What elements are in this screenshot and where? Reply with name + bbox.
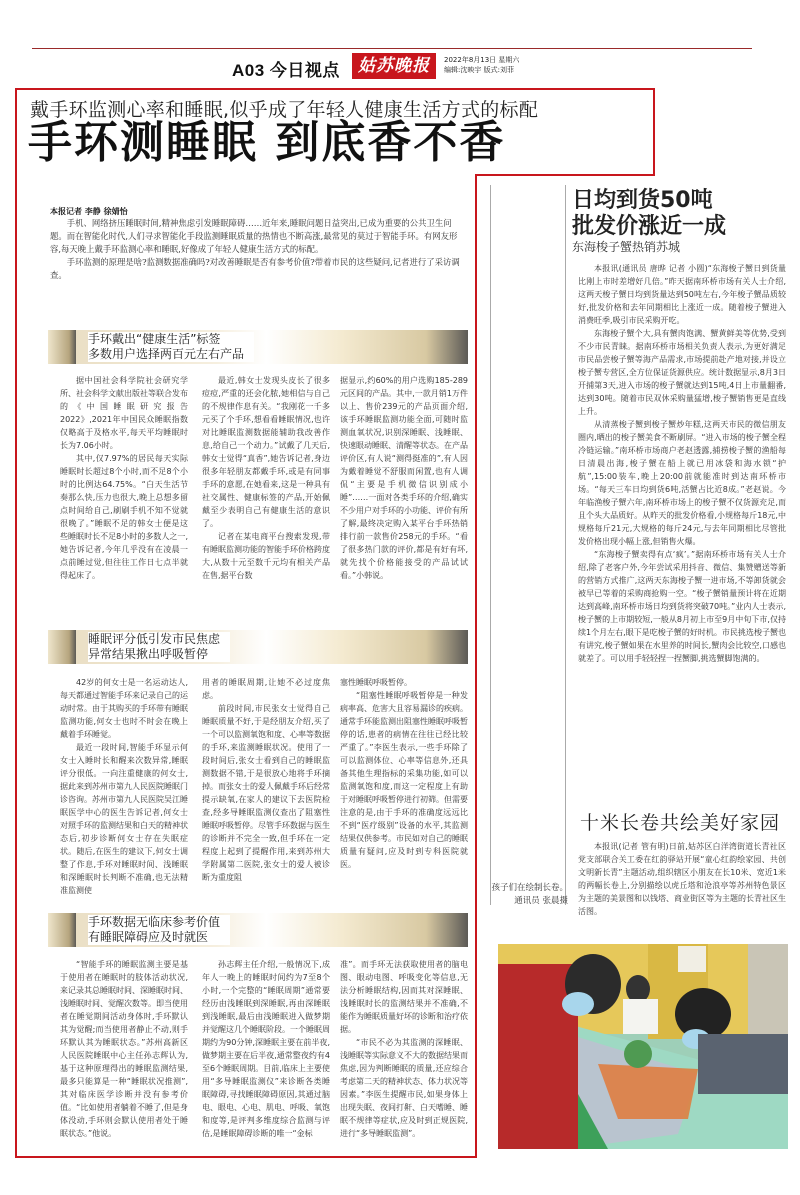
section-bar-decoration: [48, 913, 76, 947]
side-article-2-body: 本报讯(记者 管有明)日前,姑苏区白洋湾街道长青社区党支部联合关工委在红韵驿站开展“童心红韵绘家园、共创文明新长青”主题活动,组织辖区小朋友在长10米、宽近1米的两幅长卷上,分别描绘以虎丘塔和沧浪亭等苏州特色景区为主题的美景图和以钱塔、商业街区等为主题的长青社区生活图。: [578, 842, 786, 916]
section-heading-2: [48, 630, 468, 664]
section-heading-3: [48, 913, 468, 947]
column-divider: [490, 185, 491, 905]
section-heading-1: [48, 330, 468, 364]
article-frame-bottom: [15, 1156, 477, 1158]
side-article-1-body: 本报讯(通讯员 唐晔 记者 小圆)“东海梭子蟹日到货量比刚上市时差增好几倍。”昨天据南环桥市场有关人士介绍,这两天梭子蟹日均到货量达到50吨左右,今年梭子蟹品质较好,批发价格和去年同期相比上涨近一成。随着梭子蟹进入消费旺季,吸引市民采购开吃。 东海梭子蟹个大,具有蟹肉饱满、蟹黄鲜美等优势,受到不少市民青睐。据南环桥市场相关负责人表示,为更好满足市民品尝梭子蟹等海产品需求,市场提前赴产地对接,并设立梭子蟹专营区,全方位保证货源供应。统计数据显示,8月3日开捕第3天,进入市场的梭子蟹就达到15吨,4日上市量翻番,达到30吨。随着市民双休采购量猛增,梭子蟹销售更是直线上升。 从清蒸梭子蟹到梭子蟹炒年糕,这两天市民的微信朋友圈内,晒出的梭子蟹美食不断刷屏。“进入市场的梭子蟹全程冷链运输。”南环桥市场商户老赵透露,捕捞梭子蟹的渔船每日清晨出海,梭子蟹在船上就已用冰袋和海水锁“护航”,15:00装车,晚上20:00前就能准时到达南环桥市场。“每天三车日均到货6吨,活蟹占比近8成。”老赵说。今年临渔梭子蟹六年,南环桥市场上的梭子蟹不仅货源充足,而且个头大品质好。从昨天的批发价格看,小规格每斤18元,中规格每斤21元,大规格的每斤24元,与去年同期相比尽管批发价格出现小幅上涨,但销售火爆。 “东海梭子蟹卖得有点‘疯’。”据南环桥市场有关人士介绍,除了老客户外,今年尝试采用抖音、微信、集赞赠送等新的营销方式推广,这两天东海梭子蟹一进市场,不等卸货就会被早已等着的采购商抢购一空。“梭子蟹销量预计将在近期达到高峰,南环桥市场日均到货将突破70吨。”业内人士表示,梭子蟹的上市期较短,一般从8月初上市至9月中旬下市,仅持续1个月左右,眼下是吃梭子蟹的好时机。市民挑选梭子蟹也有讲究,梭子蟹如果在水里养的时间长,蟹肉会比较空,口感也就差了。可以用手轻轻捏一捏蟹脚,挑选蟹脚饱满的。: [578, 264, 786, 663]
article-lead: [50, 217, 460, 282]
article-frame-left: [15, 88, 17, 1158]
section-bar-decoration: [48, 630, 76, 664]
lead-paragraph: 手环监测的原理是啥?监测数据准确吗?对改善睡眠是否有参考价值?带着市民的这些疑问,记者进行了采访调查。: [50, 257, 460, 280]
photo-caption: 孩子们在绘制长卷。通讯员 张晨摄: [491, 883, 568, 906]
article-frame-right: [475, 174, 477, 1158]
section-1-column-3: 据显示,约60%的用户选购185-289元区间的产品。其中,一款月销1万件以上、售价239元的产品页面介绍,该手环睡眠监测功能全面,可随时监测血氧状况,识别深睡眠、浅睡眠、快速眼动睡眠、清醒等状态。在产品评价区,有人说“测得挺准的”,有人因为戴着睡觉不舒服而闲置,也有人调侃“主要是手机微信识别成小睡”……一面对各类手环的介绍,确实不少用户对手环的小功能、评价有所了解,最终决定购入某平台手环热销排行前一款售价258元的手环。“看了很多热门款的评价,都是有好有坏,就先找个价格能接受的产品试试看。”小韩说。: [340, 376, 468, 580]
section-2-column-3: 塞性睡眠呼吸暂停。 “阻塞性睡眠呼吸暂停是一种发病率高、危害大且容易漏诊的疾病。通常手环能监测出阻塞性睡眠呼吸暂停的话,患者的病情在往往已经比较严重了。”李医生表示,一些手环除了可以监测体位、心率等信息外,还具备其他生理指标的采集功能,如可以监测氧饱和度,而这一定程度上有助于对睡眠呼吸暂停进行初筛。但需要注意的是,由于手环的准确度远远比不到“医疗级别”设备的水平,其监测结果仅供参考。市民如对自己的睡眠质量有疑问,应及时到专科医院就医。: [340, 678, 468, 869]
section-2-column-2: 用者的睡眠周期,让她不必过度焦虑。 前段时间,市民张女士觉得自己睡眠质量不好,于是经朋友介绍,买了一个可以监测氧饱和度、心率等数据的手环,来监测睡眠状况。使用了一段时间后,张女士看到自己的睡眠监测数据不错,于是很放心地将手环摘掉。而张女士的爱人佩戴手环后经常提示缺氧,在家人的建议下去医院检查,经多导睡眠监测仪查出了阻塞性睡眠呼吸暂停。尽管手环数据与医生的诊断并不完全一致,但手环在一定程度上起到了提醒作用,来到苏州大学附属第二医院,张女士的爱人被诊断为重度阻: [202, 678, 330, 882]
section-1-column-2: 最近,韩女士发现头皮长了很多痘痘,严重的还会化脓,她相信与自己的不规律作息有关。“我刚花一千多元买了个手环,想看看睡眠情况,也许对比睡眠监测数据能辅助我改善作息,给自己一个动力。”试戴了几天后,韩女士觉得“真香”,她告诉记者,身边很多年轻朋友都戴手环,或是有同事手环的意愿,在她看来,这是一种具有社交属性、健康标签的产品,开始佩戴至少表明自己有健康生活的意识了。 记者在某电商平台搜索发现,带有睡眠监测功能的智能手环价格跨度大,从数十元至数千元均有相关产品在售,据平台数: [202, 376, 330, 580]
children-painting-photo: [498, 944, 788, 1149]
section-title: 手环数据无临床参考价值 有睡眠障碍应及时就医: [88, 915, 230, 945]
top-rule: [32, 48, 752, 49]
article-frame-top: [15, 88, 655, 90]
issue-editors: 编辑:沈映宇 版式:刘菲: [444, 66, 514, 74]
page-label: A03 今日视点: [232, 61, 340, 80]
section-3-column-2: 孙志辉主任介绍,一般情况下,成年人一晚上的睡眠时间约为7至8个小时,一个完整的“睡眠周期”通常要经历由浅睡眠到深睡眠,再由深睡眠到浅睡眠,最后由浅睡眠进入做梦期并觉醒这几个睡眠阶段。一个睡眠周期约为90分钟,深睡眠主要在前半夜,做梦期主要在后半夜,通常整夜约有4至6个睡眠周期。目前,临床上主要使用“多导睡眠监测仪”来诊断各类睡眠障碍,寻找睡眠障碍原因,其通过脑电、眼电、心电、肌电、呼吸、氧饱和度等,是评判多维度综合监测与评估,是睡眠障碍诊断的唯一“金标: [202, 960, 330, 1138]
news-photo: [498, 944, 788, 1149]
side-headline-2: 十米长卷共绘美好家园: [580, 812, 781, 834]
article-byline: 本报记者 李静 徐婧怡: [50, 207, 128, 216]
section-bar-decoration: [48, 330, 76, 364]
section-title: 手环戴出“健康生活”标签 多数用户选择两百元左右产品: [88, 332, 254, 362]
issue-date: 2022年8月13日 星期六: [444, 56, 520, 64]
article-deck: 戴手环监测心率和睡眠,似乎成了年轻人健康生活方式的标配: [30, 99, 539, 121]
article-frame-step: [475, 174, 655, 176]
side-subheadline-1: 东海梭子蟹热销苏城: [572, 240, 681, 254]
issue-info: [444, 55, 519, 75]
section-3-column-3: 准”。而手环无法获取使用者的脑电图、眼动电图、呼吸变化等信息,无法分析睡眠结构,因而其对深睡眠、浅睡眠时长的监测结果并不准确,不能作为睡眠质量好坏的诊断和治疗依据。 “市民不必为其监测的深睡眠、浅睡眠等实际意义不大的数据结果而焦虑,因为判断睡眠的质量,还应综合考虑第二天的精神状态、体力状况等因素。”李医生提醒市民,如果身体上出现失眠、夜间打鼾、白天嗜睡、睡眠不规律等症状,应及时到正规医院,进行“多导睡眠监测”。: [340, 960, 468, 1138]
section-1-column-1: 据中国社会科学院社会研究学所、社会科学文献出版社等联合发布的《中国睡眠研究报告2022》,2021年中国民众睡眠指数仅略高于及格水平,每天平均睡眠时长为7.06小时。 其中,仅7.97%的居民每天实际睡眠时长超过8个小时,而不足8个小时的比例达64.75%。“白天生活节奏那么快,压力也很大,晚上总想多留点时间给自己,刷刷手机不知不觉就很晚了。”睡眠不足的韩女士便是这些睡眠时长不足8小时的多数人之一,她告诉记者,今年几乎没有在凌晨一点前睡过觉,但往往工作日七点半就得起床了。: [60, 376, 188, 580]
section-title: 睡眠评分低引发市民焦虑 异常结果揪出呼吸暂停: [88, 632, 230, 662]
column-divider: [565, 185, 566, 905]
article-frame-right-top: [653, 88, 655, 176]
article-headline: 手环测睡眠 到底香不香: [28, 117, 506, 168]
side-headline-1: 日均到货50吨 批发价涨近一成: [572, 188, 727, 239]
newspaper-logo: 姑苏晚报: [352, 53, 436, 79]
section-2-column-1: 42岁的何女士是一名运动达人,每天都通过智能手环来记录自己的运动时常。由于其购买的手环带有睡眠监测功能,何女士也时不时会在晚上戴着手环睡觉。 最近一段时间,智能手环显示何女士入睡时长和醒来次数异常,睡眠评分很低。一向注重健康的何女士,据此来到苏州市第九人民医院睡眠门诊咨询。苏州市第九人民医院吴江睡眠医学中心的医生告诉记者,何女士对照手环的监测结果和白天的精神状态后,初步诊断何女士存在失眠症状。随后,在医生的建议下,何女士调整了作息,手环对睡眠时间、浅睡眠和深睡眠时长判断不准确,也无法精准监测使: [60, 678, 188, 895]
section-3-column-1: “智能手环的睡眠监测主要是基于使用者在睡眠时的肢体活动状况,来记录其总睡眠时间、深睡眠时间、浅睡眠时间、觉醒次数等。即当使用者在睡觉期间活动身体时,手环默认其为觉醒;而当使用者静止不动,则手环默认其为睡眠状态。”苏州高新区人民医院睡眠中心主任孙志辉认为,基于这种原理得出的睡眠监测结果,最多只能算是一种“睡眠状况推测”,其对临床医学诊断并没有参考价值。“比如使用者躺着不睡了,但是身体没动,手环则会默认使用者处于睡眠状态。”他说。: [60, 960, 188, 1138]
lead-paragraph: 手机、网络挤压睡眠时间,精神焦虑引发睡眠障碍……近年来,睡眠问题日益突出,已成为重要的公共卫生问题。而在智能化时代,人们寻求智能化手段监测睡眠质量的热情也不断高涨,最常见的莫过于智能手环。有网友形容,每天晚上戴手环监测心率和睡眠,好像成了年轻人健康生活方式的标配。: [50, 218, 458, 254]
